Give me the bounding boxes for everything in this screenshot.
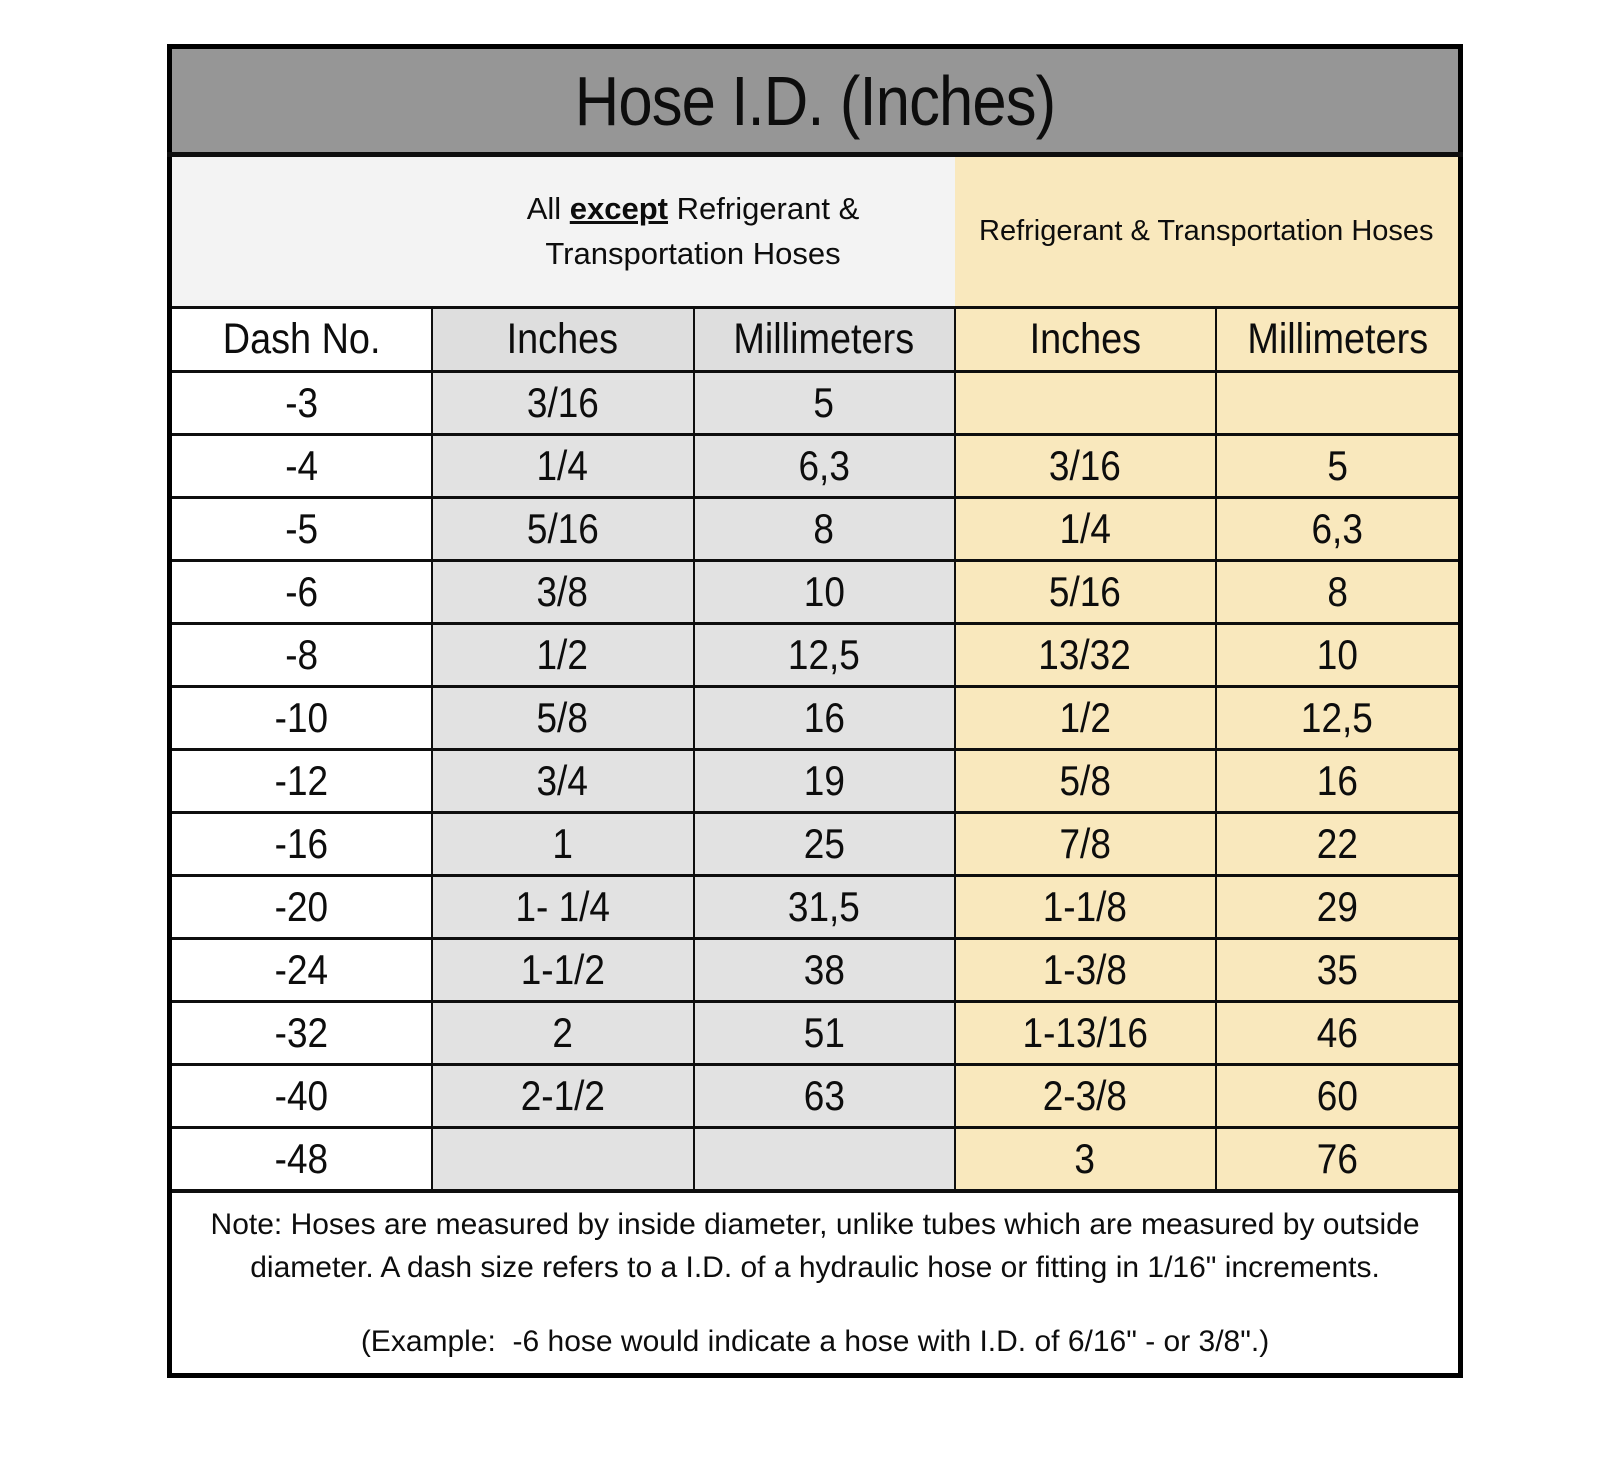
rt-inches-cell bbox=[955, 561, 1216, 624]
note-example: (Example: -6 hose would indicate a hose with I.D. of 6/16" - or 3/8".) bbox=[360, 1324, 1270, 1358]
cell-value: 1/4 bbox=[1059, 505, 1111, 552]
cell-value: 12,5 bbox=[1301, 694, 1374, 741]
std-inches-cell bbox=[432, 498, 694, 561]
table-title bbox=[170, 47, 1461, 155]
std-inches-cell bbox=[432, 813, 694, 876]
cell-value: 5/16 bbox=[1049, 568, 1121, 615]
table-row bbox=[170, 687, 1461, 750]
band-left-line2: Transportation Hoses bbox=[545, 235, 841, 271]
col-header-mm-rt bbox=[1216, 308, 1461, 372]
col-header-text: Millimeters bbox=[1246, 315, 1428, 363]
note-row bbox=[170, 1191, 1461, 1376]
rt-inches-cell bbox=[955, 687, 1216, 750]
dash-cell bbox=[170, 1065, 432, 1128]
dash-cell bbox=[170, 624, 432, 687]
cell-value: -32 bbox=[274, 1009, 328, 1056]
table-row bbox=[170, 1128, 1461, 1191]
cell-value: 3/16 bbox=[1049, 442, 1121, 489]
rt-inches-cell bbox=[955, 435, 1216, 498]
rt-mm-cell bbox=[1216, 561, 1461, 624]
cell-value: 60 bbox=[1316, 1072, 1358, 1119]
cell-value: 8 bbox=[1326, 568, 1348, 615]
rt-mm-cell bbox=[1216, 372, 1461, 435]
dash-cell bbox=[170, 813, 432, 876]
rt-inches-cell bbox=[955, 750, 1216, 813]
cell-value: 5/16 bbox=[526, 505, 599, 552]
band-right-text: Refrigerant & Transportation Hoses bbox=[979, 215, 1434, 248]
cell-value: -8 bbox=[284, 631, 318, 678]
cell-value: -6 bbox=[284, 568, 318, 615]
table-row bbox=[170, 876, 1461, 939]
table-note bbox=[170, 1191, 1461, 1376]
rt-inches-cell bbox=[955, 624, 1216, 687]
cell-value: 1-1/8 bbox=[1042, 883, 1128, 930]
dash-cell bbox=[170, 1002, 432, 1065]
std-inches-cell bbox=[432, 750, 694, 813]
cell-value: 5/8 bbox=[1059, 757, 1111, 804]
std-inches-cell bbox=[432, 435, 694, 498]
cell-value: 35 bbox=[1316, 946, 1358, 993]
rt-inches-cell bbox=[955, 939, 1216, 1002]
cell-value: 3/8 bbox=[536, 568, 589, 615]
cell-value: 5 bbox=[1326, 442, 1348, 489]
col-header-text: Dash No. bbox=[222, 315, 381, 363]
cell-value: 8 bbox=[813, 505, 835, 552]
cell-value: 10 bbox=[1316, 631, 1358, 678]
std-inches-cell bbox=[432, 1128, 694, 1191]
column-header-row bbox=[170, 308, 1461, 372]
cell-value: 7/8 bbox=[1059, 820, 1111, 867]
cell-value: 29 bbox=[1316, 883, 1358, 930]
cell-value: -3 bbox=[284, 379, 318, 426]
band-right-header bbox=[955, 155, 1461, 308]
rt-mm-cell bbox=[1216, 813, 1461, 876]
dash-cell bbox=[170, 876, 432, 939]
rt-mm-cell bbox=[1216, 939, 1461, 1002]
cell-value: 5/8 bbox=[536, 694, 589, 741]
table-title-text: Hose I.D. (Inches) bbox=[574, 61, 1056, 140]
table-row bbox=[170, 813, 1461, 876]
dash-cell bbox=[170, 1128, 432, 1191]
cell-value: 16 bbox=[803, 694, 845, 741]
std-mm-cell bbox=[694, 687, 955, 750]
dash-cell bbox=[170, 372, 432, 435]
rt-mm-cell bbox=[1216, 687, 1461, 750]
rt-inches-cell bbox=[955, 1002, 1216, 1065]
cell-value: -5 bbox=[284, 505, 318, 552]
cell-value: 63 bbox=[803, 1072, 845, 1119]
cell-value: -48 bbox=[274, 1134, 328, 1182]
rt-mm-cell bbox=[1216, 1002, 1461, 1065]
cell-value: 1 bbox=[552, 820, 573, 867]
rt-inches-cell bbox=[955, 1128, 1216, 1191]
rt-mm-cell bbox=[1216, 435, 1461, 498]
cell-value: 2-1/2 bbox=[520, 1072, 605, 1119]
table-row bbox=[170, 498, 1461, 561]
title-row bbox=[170, 47, 1461, 155]
std-mm-cell bbox=[694, 813, 955, 876]
cell-value: 13/32 bbox=[1038, 631, 1132, 678]
rt-inches-cell bbox=[955, 372, 1216, 435]
std-inches-cell bbox=[432, 939, 694, 1002]
std-inches-cell bbox=[432, 1002, 694, 1065]
col-header-text: Inches bbox=[1029, 315, 1141, 363]
col-header-mm-std bbox=[694, 308, 955, 372]
std-mm-cell bbox=[694, 876, 955, 939]
cell-value: 3/16 bbox=[526, 379, 599, 426]
rt-mm-cell bbox=[1216, 1128, 1461, 1191]
rt-mm-cell bbox=[1216, 624, 1461, 687]
band-left-header bbox=[432, 155, 955, 308]
table-row bbox=[170, 750, 1461, 813]
rt-mm-cell bbox=[1216, 1065, 1461, 1128]
rt-inches-cell bbox=[955, 498, 1216, 561]
dash-cell bbox=[170, 435, 432, 498]
cell-value: -24 bbox=[274, 946, 328, 993]
dash-cell bbox=[170, 750, 432, 813]
cell-value: -20 bbox=[274, 883, 328, 930]
cell-value: 2-3/8 bbox=[1042, 1072, 1128, 1119]
dash-cell bbox=[170, 939, 432, 1002]
cell-value: 1/4 bbox=[536, 442, 589, 489]
group-header-row bbox=[170, 155, 1461, 308]
std-mm-cell bbox=[694, 939, 955, 1002]
col-header-inches-rt bbox=[955, 308, 1216, 372]
rt-inches-cell bbox=[955, 1065, 1216, 1128]
std-mm-cell bbox=[694, 498, 955, 561]
rt-inches-cell bbox=[955, 876, 1216, 939]
cell-value: 6,3 bbox=[1311, 505, 1363, 552]
dash-cell bbox=[170, 561, 432, 624]
cell-value: -40 bbox=[274, 1072, 328, 1119]
cell-value: 12,5 bbox=[788, 631, 860, 678]
table-row bbox=[170, 372, 1461, 435]
band-left-emphasis: except bbox=[569, 190, 669, 226]
cell-value: 1/2 bbox=[1059, 694, 1111, 741]
cell-value: 25 bbox=[803, 820, 845, 867]
cell-value: 51 bbox=[803, 1009, 845, 1056]
std-mm-cell bbox=[694, 1002, 955, 1065]
cell-value: 2 bbox=[552, 1009, 573, 1056]
cell-value: 1-3/8 bbox=[1042, 946, 1128, 993]
cell-value: 1/2 bbox=[536, 631, 589, 678]
cell-value: 5 bbox=[813, 379, 835, 426]
cell-value: 1-13/16 bbox=[1022, 1009, 1148, 1056]
std-inches-cell bbox=[432, 561, 694, 624]
hose-id-table bbox=[167, 44, 1463, 1378]
table-row bbox=[170, 435, 1461, 498]
band-left-suffix: Refrigerant & bbox=[668, 190, 860, 226]
std-inches-cell bbox=[432, 624, 694, 687]
rt-inches-cell bbox=[955, 813, 1216, 876]
band-left-prefix: All bbox=[526, 190, 570, 226]
std-inches-cell bbox=[432, 687, 694, 750]
cell-value: 6,3 bbox=[798, 442, 850, 489]
cell-value: 16 bbox=[1316, 757, 1358, 804]
table-row bbox=[170, 1002, 1461, 1065]
cell-value: 76 bbox=[1316, 1134, 1358, 1182]
cell-value: -16 bbox=[274, 820, 328, 867]
cell-value: -10 bbox=[274, 694, 328, 741]
std-inches-cell bbox=[432, 372, 694, 435]
cell-value: 1- 1/4 bbox=[515, 883, 610, 930]
cell-value: 38 bbox=[803, 946, 845, 993]
rt-mm-cell bbox=[1216, 876, 1461, 939]
std-mm-cell bbox=[694, 435, 955, 498]
std-inches-cell bbox=[432, 1065, 694, 1128]
cell-value: 3 bbox=[1074, 1134, 1096, 1182]
std-mm-cell bbox=[694, 1065, 955, 1128]
col-header-text: Inches bbox=[506, 315, 619, 363]
std-mm-cell bbox=[694, 624, 955, 687]
table-row bbox=[170, 1065, 1461, 1128]
dash-cell bbox=[170, 687, 432, 750]
std-mm-cell bbox=[694, 1128, 955, 1191]
table-row bbox=[170, 561, 1461, 624]
cell-value: 10 bbox=[803, 568, 845, 615]
col-header-inches-std bbox=[432, 308, 694, 372]
rt-mm-cell bbox=[1216, 750, 1461, 813]
cell-value: 1-1/2 bbox=[520, 946, 605, 993]
col-header-dash bbox=[170, 308, 432, 372]
dash-cell bbox=[170, 498, 432, 561]
std-mm-cell bbox=[694, 372, 955, 435]
cell-value: 46 bbox=[1316, 1009, 1358, 1056]
table-row bbox=[170, 624, 1461, 687]
rt-mm-cell bbox=[1216, 498, 1461, 561]
std-mm-cell bbox=[694, 561, 955, 624]
cell-value: -12 bbox=[274, 757, 328, 804]
note-text: Note: Hoses are measured by inside diameter, unlike tubes which are measured by outside diameter. A dash size refers to a I.D. of a hydraulic hose or fitting in 1/16" increments. bbox=[210, 1207, 1420, 1284]
cell-value: 3/4 bbox=[536, 757, 589, 804]
std-mm-cell bbox=[694, 750, 955, 813]
cell-value: 19 bbox=[803, 757, 845, 804]
band-spacer bbox=[170, 155, 432, 308]
cell-value: 31,5 bbox=[788, 883, 860, 930]
cell-value: 22 bbox=[1316, 820, 1358, 867]
col-header-text: Millimeters bbox=[733, 315, 915, 363]
table-row bbox=[170, 939, 1461, 1002]
std-inches-cell bbox=[432, 876, 694, 939]
cell-value: -4 bbox=[284, 442, 318, 489]
